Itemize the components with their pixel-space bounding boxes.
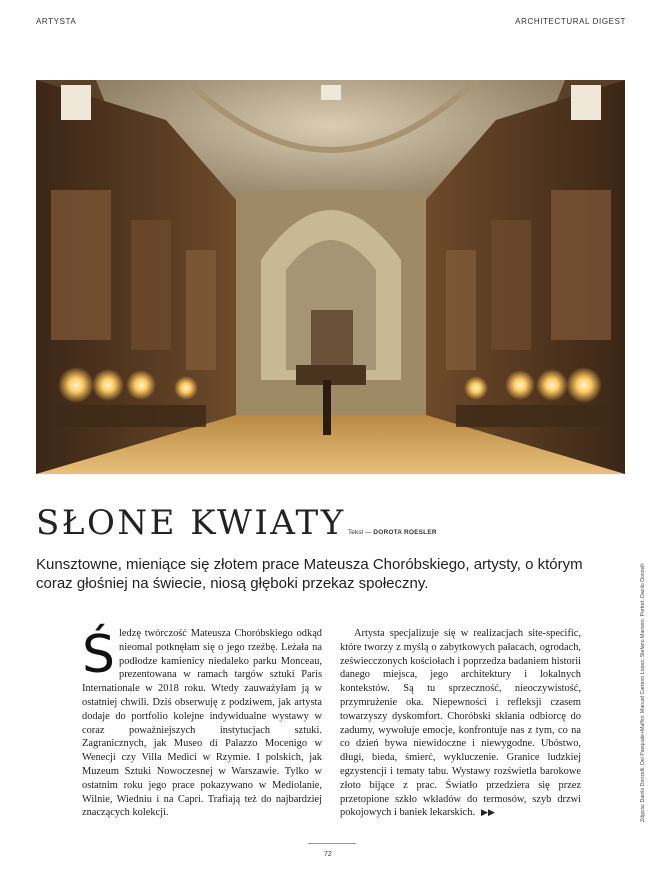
church-interior-illustration: [36, 80, 625, 474]
magazine-name: ARCHITECTURAL DIGEST: [515, 17, 626, 26]
byline-label: Tekst —: [348, 529, 372, 536]
drop-cap: Ś: [82, 625, 116, 685]
page-number: 72: [324, 851, 332, 858]
article-lede: Kunsztowne, mieniące się złotem prace Mateusza Choróbskiego, artysty, o którym coraz głośniej na świecie, niosą głęboki przekaz społeczny.: [36, 556, 583, 592]
byline: [348, 529, 437, 536]
author-name: DOROTA ROESLER: [373, 529, 437, 536]
footer-divider: [308, 843, 356, 844]
body-text-2: Artysta specjalizuje się w realizacjach site-specific, które tworzy z myślą o zabytkowych pałacach, ogrodach, zeświecczonych kościołach i poprzedza badaniem historii danego miejsca, jego architektury i lokalnych kontekstów. Są tu sprzeczność, nieoczywistość, przymrużenie oka. Niepewności i refleksji czasem towarzyszy dyskomfort. Choróbski skłania odbiorcę do zadumy, wywołuje emocje, konfrontuje nas z tym, co na co dzień bywa niewidoczne i niewygodne. Ubóstwo, długi, bieda, śmierć, wykluczenie. Granice ludzkiej egzystencji i tematy tabu. Wystawy rozświetla barokowe złoto bijące z prac. Światło przedziera się przez przetopione szkło wkładów do termosów, szyb drzwi pokojowych i baniek lekarskich.: [340, 628, 581, 819]
body-text-1: ledzę twórczość Mateusza Choróbskiego odkąd nieomal potknęłam się o jego rzeźbę. Leżała na podłodze kamienicy niedaleko parku Monceau, prezentowana w ramach targów sztuki Paris Internationale w 2018 roku. Wtedy zauważyłam ją w ostatniej chwili. Dziś obserwuję z podziwem, jak artysta dodaje do portfolio kolejne indywidualne wystawy w coraz poważniejszych instytucjach sztuki. Zagranicznych, jak Museo di Palazzo Mocenigo w Wenecji czy Villa Medici w Rzymie. I polskich, jak Muzeum Sztuki Nowoczesnej w Warszawie. Tylko w ostatnim roku jego prace pokazywano w Mediolanie, Wilnie, Wiedniu i na Capri. Trafiają też do najbardziej znaczących kolekcji.: [82, 628, 322, 819]
section-label: ARTYSTA: [36, 17, 77, 26]
article-title: SŁONE KWIATY: [36, 503, 346, 543]
body-column-1: [82, 627, 322, 820]
photo-credit: Zdjęcia: Danilo Donzelli; Dei Pasquale+Maffini; Manuel Carreon Lopez; Stefano Maniero. Portret: Danilo Donzelli: [640, 563, 646, 822]
continue-arrow-icon: ▶▶: [481, 808, 495, 819]
body-column-2: [340, 627, 581, 821]
hero-photo: [36, 80, 625, 474]
